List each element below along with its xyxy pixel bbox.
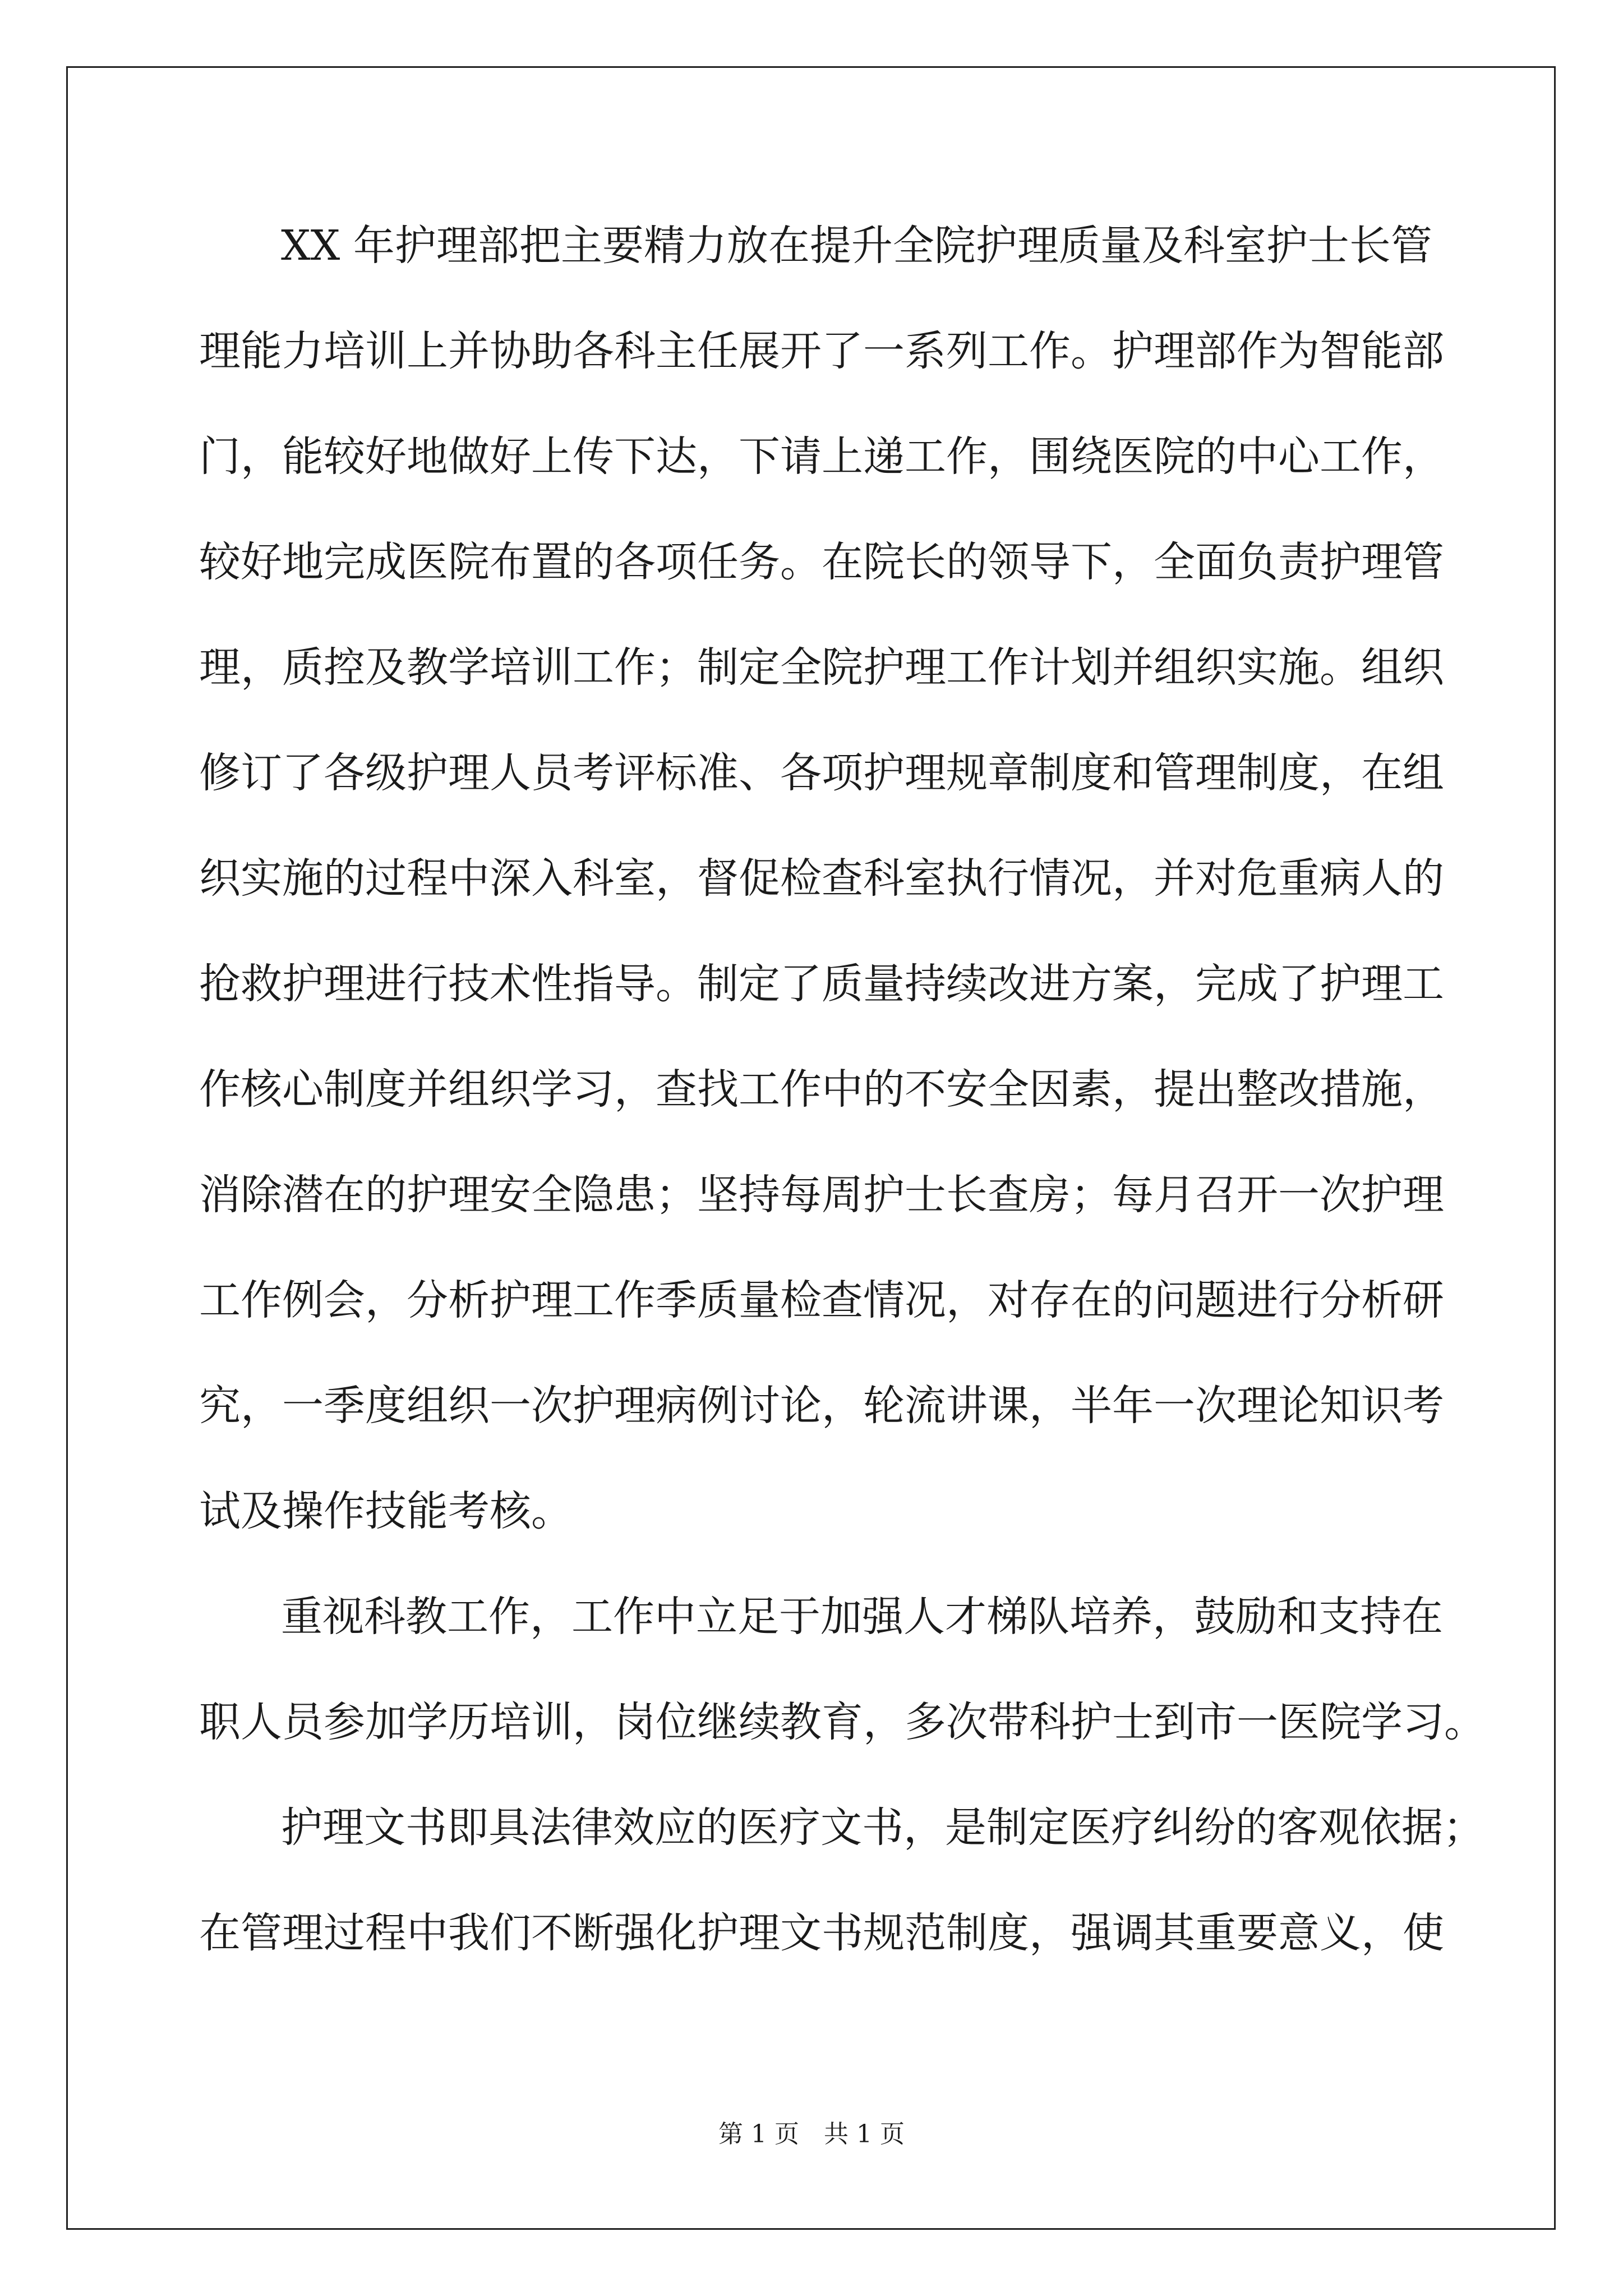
paragraph-1-line-8: 抢救护理进行技术性指导。制定了质量持续改进方案，完成了护理工 bbox=[199, 960, 1444, 1008]
paragraph-1-line-13: 试及操作技能考核。 bbox=[199, 1487, 573, 1535]
paragraph-1-line-4: 较好地完成医院布置的各项任务。在院长的领导下，全面负责护理管 bbox=[199, 538, 1444, 586]
paragraph-1-line-2: 理能力培训上并协助各科主任展开了一系列工作。护理部作为智能部 bbox=[199, 327, 1444, 375]
paragraph-1-line-6: 修订了各级护理人员考评标准、各项护理规章制度和管理制度，在组 bbox=[199, 749, 1444, 797]
paragraph-1-line-7: 织实施的过程中深入科室，督促检查科室执行情况，并对危重病人的 bbox=[199, 854, 1444, 903]
paragraph-2-line-1: 重视科教工作，工作中立足于加强人才梯队培养，鼓励和支持在 bbox=[281, 1593, 1443, 1641]
paragraph-3-line-2: 在管理过程中我们不断强化护理文书规范制度，强调其重要意义，使 bbox=[199, 1909, 1444, 1957]
paragraph-1-line-12: 究，一季度组织一次护理病例讨论，轮流讲课，半年一次理论知识考 bbox=[199, 1382, 1444, 1430]
paragraph-1-line-3: 门，能较好地做好上传下达，下请上递工作，围绕医院的中心工作， bbox=[199, 432, 1444, 481]
paragraph-1-line-10: 消除潜在的护理安全隐患；坚持每周护士长查房；每月召开一次护理 bbox=[199, 1171, 1444, 1219]
page-number-footer: 第 1 页 共 1 页 bbox=[718, 2120, 905, 2148]
paragraph-1-line-11: 工作例会，分析护理工作季质量检查情况，对存在的问题进行分析研 bbox=[199, 1276, 1444, 1324]
paragraph-1-line-5: 理，质控及教学培训工作；制定全院护理工作计划并组织实施。组织 bbox=[199, 643, 1444, 692]
paragraph-1-line-9: 作核心制度并组织学习，查找工作中的不安全因素，提出整改措施， bbox=[199, 1065, 1444, 1114]
paragraph-3-line-1: 护理文书即具法律效应的医疗文书，是制定医疗纠纷的客观依据； bbox=[281, 1803, 1484, 1852]
paragraph-2-line-2: 职人员参加学历培训，岗位继续教育，多次带科护士到市一医院学习。 bbox=[199, 1698, 1486, 1746]
paragraph-1-line-1: XX 年护理部把主要精力放在提升全院护理质量及科室护士长管 bbox=[281, 222, 1432, 270]
